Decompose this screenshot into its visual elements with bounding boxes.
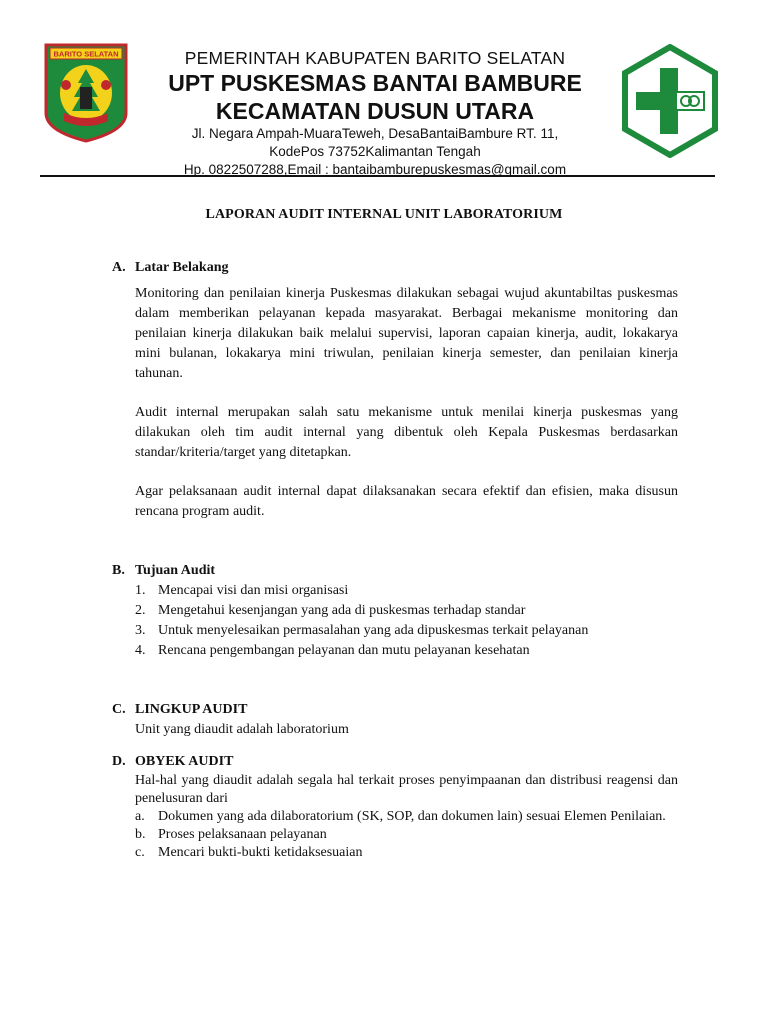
letterhead-text (140, 48, 610, 179)
emblem-label: BARITO SELATAN (53, 49, 119, 59)
letterhead (40, 40, 720, 178)
list-item (135, 826, 678, 844)
address-line-2: KodePos 73752Kalimantan Tengah (269, 144, 481, 159)
section-heading (112, 258, 678, 278)
list-item-text: Dokumen yang ada dilaboratorium (SK, SOP, dan dokumen lain) sesuai Elemen Penilaian. (158, 809, 666, 824)
list-item-text: Mencapai visi dan misi organisasi (158, 583, 349, 598)
address-line-1: Jl. Negara Ampah-MuaraTeweh, DesaBantaiBambure RT. 11, (191, 126, 559, 141)
section-letter: A. (112, 260, 126, 275)
section-letter: C. (112, 702, 126, 717)
list-marker: 2. (135, 603, 146, 618)
list-item (135, 844, 678, 862)
list-item (135, 641, 678, 661)
letterhead-divider (40, 175, 715, 177)
list-item (135, 808, 678, 826)
paragraph: Agar pelaksanaan audit internal dapat dilaksanakan secara efektif dan efisien, maka disusun rencana program audit. (135, 484, 678, 519)
organization-name: UPT PUSKESMAS BANTAI BAMBURE (168, 70, 582, 96)
section-letter: D. (112, 754, 126, 769)
section-title: Tujuan Audit (135, 563, 216, 578)
list-marker: 1. (135, 583, 146, 598)
list-marker: a. (135, 809, 145, 824)
section-background (112, 258, 678, 522)
government-name: PEMERINTAH KABUPATEN BARITO SELATAN (184, 48, 566, 68)
list-item-text: Proses pelaksanaan pelayanan (158, 827, 327, 842)
list-item (135, 581, 678, 601)
list-item (135, 621, 678, 641)
paragraph: Audit internal merupakan salah satu mekanisme untuk menilai kinerja puskesmas yang dilakukan oleh tim audit internal yang dibentuk oleh Kepala Puskesmas berdasarkan standar/kriteria/target yang ditetapkan. (135, 405, 678, 460)
list-marker: 3. (135, 623, 146, 638)
document-title: LAPORAN AUDIT INTERNAL UNIT LABORATORIUM (205, 207, 563, 222)
paragraph: Hal-hal yang diaudit adalah segala hal terkait proses penyimpaanan dan distribusi reagensi dan penelusuran dari (135, 773, 678, 806)
section-title: LINGKUP AUDIT (135, 702, 248, 717)
section-title: OBYEK AUDIT (135, 754, 234, 769)
list-item (135, 601, 678, 621)
paragraph: Unit yang diaudit adalah laboratorium (135, 722, 349, 737)
list-marker: c. (135, 845, 145, 860)
section-objectives (112, 561, 678, 661)
list-item-text: Rencana pengembangan pelayanan dan mutu pelayanan kesehatan (158, 643, 530, 658)
contact-line: Hp. 0822507288,Email : bantaibamburepuskesmas@gmail.com (183, 162, 567, 177)
section-scope (112, 700, 678, 740)
list-marker: 4. (135, 643, 146, 658)
section-heading (112, 700, 678, 720)
section-heading (112, 752, 678, 772)
list-item-text: Untuk menyelesaikan permasalahan yang ada dipuskesmas terkait pelayanan (158, 623, 589, 638)
section-heading (112, 561, 678, 581)
section-object (112, 752, 678, 862)
paragraph: Monitoring dan penilaian kinerja Puskesmas dilakukan sebagai wujud akuntabiltas puskesmas dalam memberikan pelayanan kepada masyarakat. Berbagai mekanisme monitoring dan penilaian kinerja dilakukan baik melalui supervisi, laporan capaian kinerja, audit, lokakarya mini bulanan, lokakarya mini triwulan, penilaian kinerja semester, dan penilaian kinerja tahunan. (135, 286, 678, 381)
district-name: KECAMATAN DUSUN UTARA (215, 98, 535, 124)
list-item-text: Mengetahui kesenjangan yang ada di puskesmas terhadap standar (158, 603, 526, 618)
list-marker: b. (135, 827, 146, 842)
section-letter: B. (112, 563, 125, 578)
section-title: Latar Belakang (135, 260, 229, 275)
regency-emblem-logo (42, 43, 130, 143)
list-item-text: Mencari bukti-bukti ketidaksesuaian (158, 845, 363, 860)
objectives-list (135, 581, 678, 661)
audit-object-list (135, 808, 678, 862)
puskesmas-logo (620, 44, 720, 158)
